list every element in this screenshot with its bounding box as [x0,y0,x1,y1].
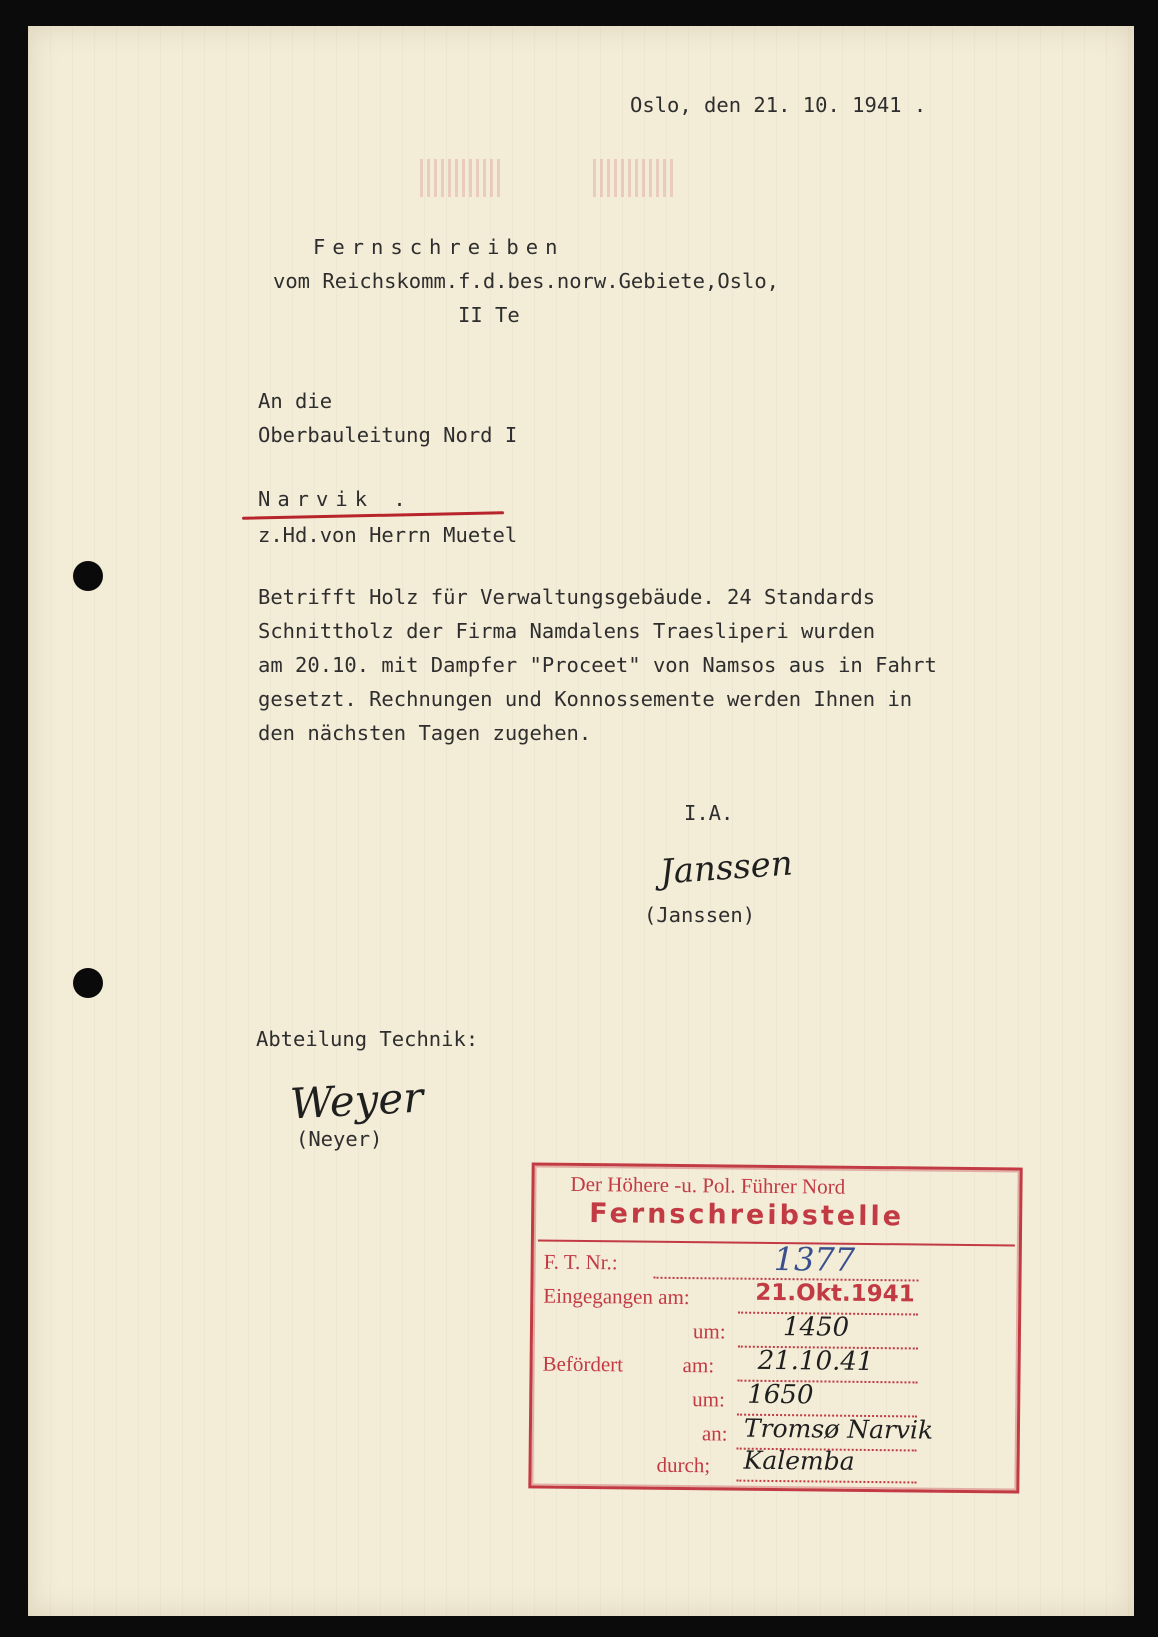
heading-sender: vom Reichskomm.f.d.bes.norw.Gebiete,Oslo, [273,269,780,293]
ia-label: I.A. [684,801,734,825]
department-label: Abteilung Technik: [256,1027,479,1051]
date-line: Oslo, den 21. 10. 1941 . [630,93,927,117]
recipient-attention: z.Hd.von Herrn Muetel [258,523,518,547]
stamp-office: Fernschreibstelle [589,1198,905,1233]
body-line-5: den nächsten Tagen zugehen. [258,721,592,745]
stamp-by-value: Kalemba [743,1445,855,1476]
stamp-ft-value: 1377 [773,1239,856,1279]
janssen-signature: Janssen [658,843,794,893]
body-line-4: gesetzt. Rechnungen und Konnossemente werden Ihnen in [258,687,913,711]
stamp-received-label: Eingegangen am: [543,1283,690,1310]
heading-title: Fernschreiben [313,235,565,259]
faded-mark-right [593,159,673,197]
stamp-received-time-label: um: [692,1319,726,1344]
punch-hole-bottom [73,968,103,998]
body-line-1: Betrifft Holz für Verwaltungsgebäude. 24 Standards [258,585,876,609]
neyer-name: (Neyer) [296,1127,383,1151]
stamp-forwarded-time-label: um: [692,1387,726,1412]
stamp-forwarded-time-value: 1650 [747,1379,814,1411]
telex-office-stamp [528,1162,1022,1493]
stamp-forwarded-value: 21.10.41 [757,1345,874,1378]
stamp-received-value: 21.Okt.1941 [755,1279,915,1308]
stamp-forwarded-am-label: am: [682,1353,715,1378]
stamp-to-value: Tromsø Narvik [743,1413,934,1445]
neyer-signature: Weyer [288,1072,425,1129]
stamp-by-line [736,1480,916,1484]
stamp-forwarded-label: Befördert [542,1351,624,1377]
body-line-2: Schnittholz der Firma Namdalens Traesliperi wurden [258,619,876,643]
stamp-ft-label: F. T. Nr.: [543,1249,618,1275]
recipient-city: Narvik . [258,487,413,511]
body-line-3: am 20.10. mit Dampfer "Proceet" von Namsos aus in Fahrt [258,653,937,677]
recipient-line2: Oberbauleitung Nord I [258,423,518,447]
heading-reference: II Te [458,303,520,327]
janssen-name: (Janssen) [644,903,756,927]
stamp-received-time-value: 1450 [782,1312,850,1343]
faded-mark-left [420,159,500,197]
recipient-line1: An die [258,389,333,413]
stamp-to-label: an: [701,1421,728,1446]
stamp-by-label: durch; [656,1452,711,1478]
punch-hole-top [73,561,103,591]
stamp-title: Der Höhere -u. Pol. Führer Nord [570,1171,846,1199]
